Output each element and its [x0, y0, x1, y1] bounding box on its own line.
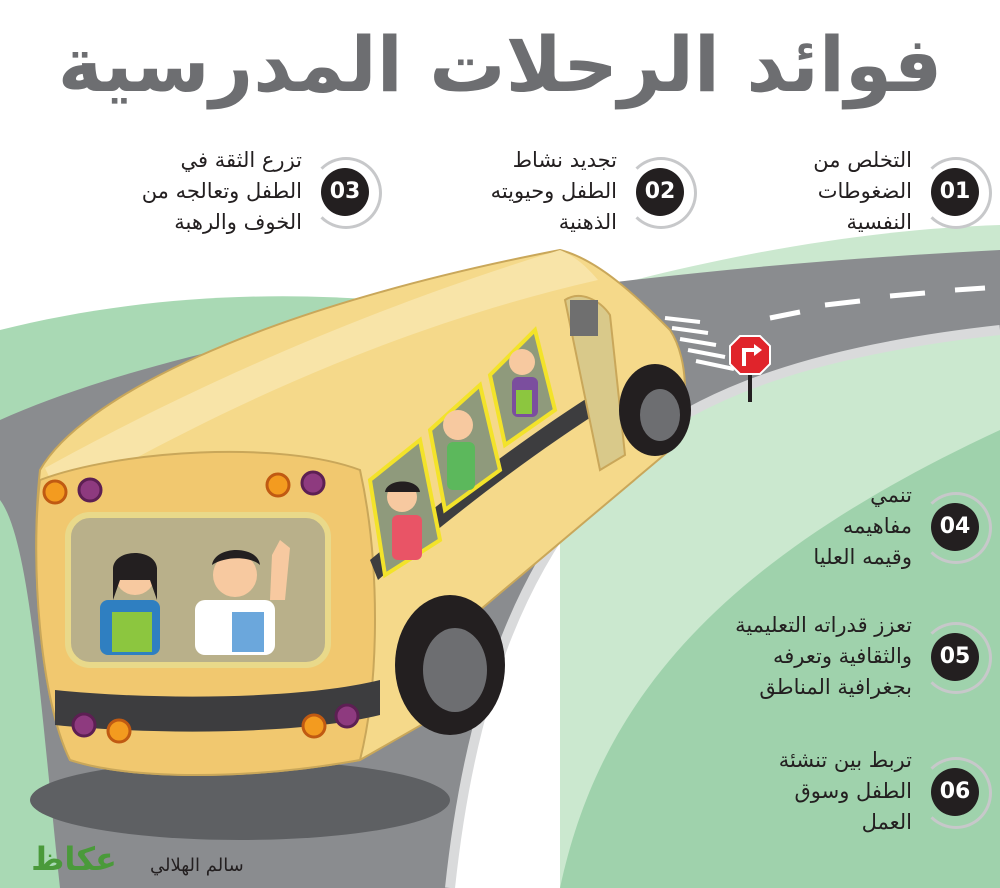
- benefit-01: [790, 145, 990, 238]
- okaz-logo: [12, 832, 137, 882]
- benefit-text: تزرع الثقة في الطفل وتعالجه من الخوف والرهبة: [141, 148, 302, 234]
- number-badge: [920, 492, 990, 562]
- benefit-text: التخلص من الضغوطات النفسية: [813, 148, 912, 234]
- benefit-text: تربط بين تنشئة الطفل وسوق العمل: [778, 748, 912, 834]
- benefit-03: [110, 145, 380, 238]
- badge-number: 02: [636, 168, 684, 216]
- benefit-02: [445, 145, 695, 238]
- page-title: فوائد الرحلات المدرسية: [57, 20, 943, 109]
- badge-number: 06: [931, 768, 979, 816]
- badge-number: 03: [321, 168, 369, 216]
- benefit-04: [790, 480, 990, 573]
- bus-mirror: [570, 300, 598, 336]
- badge-number: 04: [931, 503, 979, 551]
- badge-number: 01: [931, 168, 979, 216]
- artist-credit: سالم الهلالي: [150, 855, 244, 876]
- number-badge: [920, 757, 990, 827]
- benefit-text: تنمي مفاهيمه وقيمه العليا: [813, 483, 912, 569]
- badge-number: 05: [931, 633, 979, 681]
- benefit-05: [660, 610, 990, 703]
- benefit-text: تجديد نشاط الطفل وحيويته الذهنية: [490, 148, 617, 234]
- benefit-06: [720, 745, 990, 838]
- number-badge: [625, 157, 695, 227]
- okaz-logo-text: عكاظ: [31, 840, 117, 878]
- number-badge: [310, 157, 380, 227]
- number-badge: [920, 157, 990, 227]
- number-badge: [920, 622, 990, 692]
- benefit-text: تعزز قدراته التعليمية والثقافية وتعرفه بجغرافية المناطق: [735, 613, 912, 699]
